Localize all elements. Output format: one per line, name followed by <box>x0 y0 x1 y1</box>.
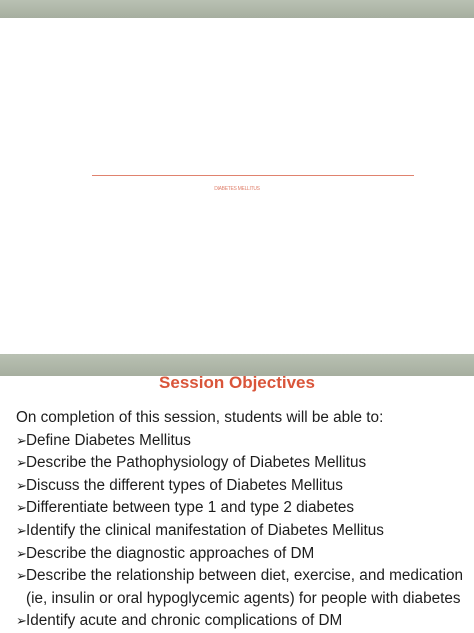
objective-text: Discuss the different types of Diabetes Mellitus <box>26 476 343 494</box>
objective-item <box>16 430 466 453</box>
objective-item <box>16 610 466 633</box>
intro-text: On completion of this session, students will be able to: <box>16 409 384 426</box>
objective-item <box>16 475 466 498</box>
objective-text: Identify acute and chronic complications of DM <box>26 612 343 630</box>
title-rule <box>92 175 414 176</box>
arrow-bullet-icon: ➢ <box>16 455 27 471</box>
objective-text: Describe the Pathophysiology of Diabetes Mellitus <box>26 454 367 472</box>
slide-2-title: Session Objectives <box>159 373 315 392</box>
arrow-bullet-icon: ➢ <box>16 477 27 493</box>
objective-text: Define Diabetes Mellitus <box>26 431 191 449</box>
objective-text: Identify the clinical manifestation of Diabetes Mellitus <box>26 521 384 539</box>
objective-text: Differentiate between type 1 and type 2 diabetes <box>26 499 354 517</box>
arrow-bullet-icon: ➢ <box>16 432 27 448</box>
arrow-bullet-icon: ➢ <box>16 613 27 629</box>
arrow-bullet-icon: ➢ <box>16 500 27 516</box>
arrow-bullet-icon: ➢ <box>16 545 27 561</box>
objective-item <box>16 497 466 520</box>
objectives-list <box>16 430 466 633</box>
slide-1-title: DIABETES MELLITUS <box>214 186 260 192</box>
slide-2-content <box>16 407 466 633</box>
arrow-bullet-icon: ➢ <box>16 522 27 538</box>
objective-item <box>16 543 466 566</box>
objective-text: Describe the diagnostic approaches of DM <box>26 544 315 562</box>
objective-item <box>16 520 466 543</box>
arrow-bullet-icon: ➢ <box>16 568 27 584</box>
objective-item <box>16 565 466 610</box>
objective-item <box>16 452 466 475</box>
objective-text: Describe the relationship between diet, exercise, and medication (ie, insulin or oral hypoglycemic agents) for people with diabetes <box>26 567 464 607</box>
slide-divider-top <box>0 0 474 18</box>
